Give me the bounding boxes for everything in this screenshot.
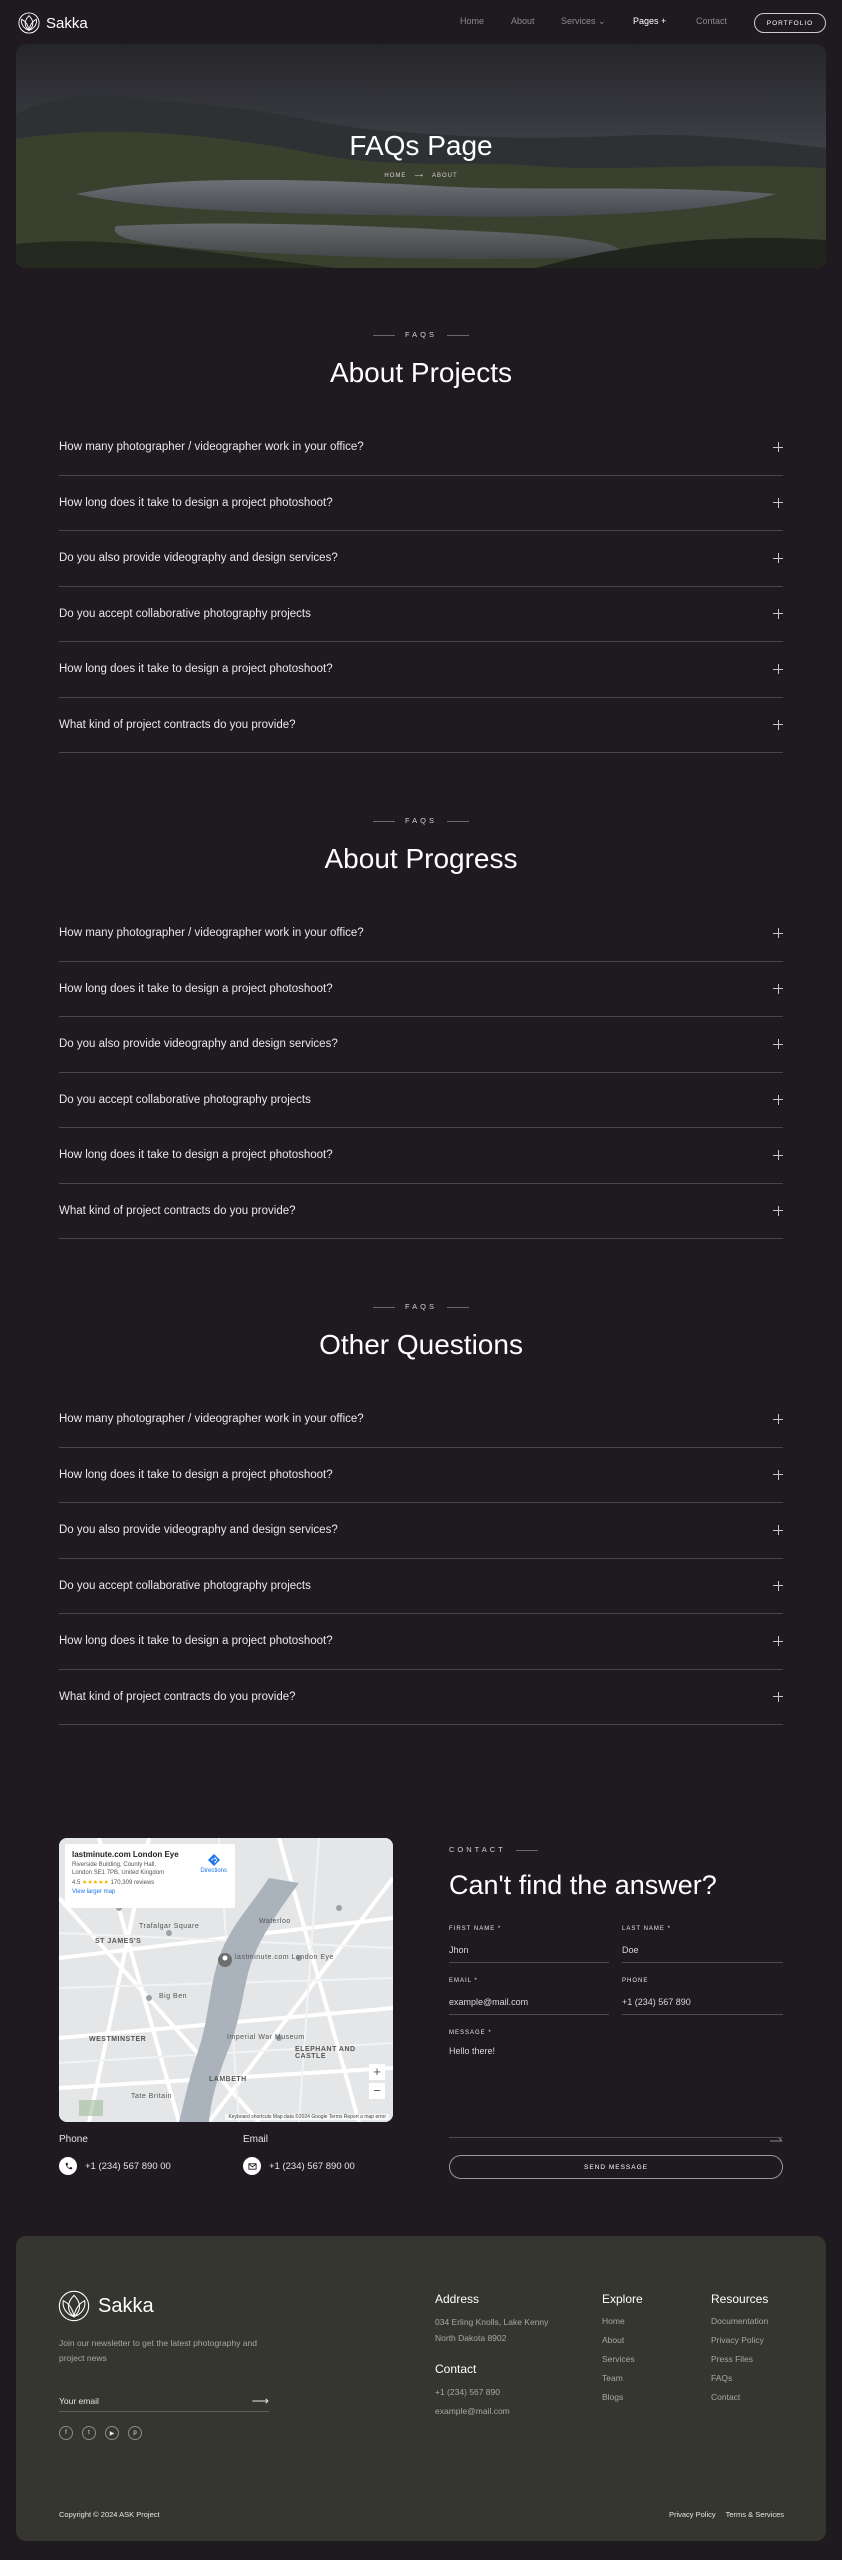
brand-logo[interactable] xyxy=(18,12,88,34)
nav-pages-label: Pages xyxy=(633,16,659,26)
address-heading: Address xyxy=(435,2292,480,2306)
map-label: ELEPHANT AND CASTLE xyxy=(295,2046,356,2060)
newsletter-description: Join our newsletter to get the latest photography and project news xyxy=(59,2338,257,2363)
faq-item[interactable] xyxy=(59,531,783,587)
last-name-field[interactable] xyxy=(622,1937,783,1963)
plus-icon[interactable] xyxy=(773,1150,783,1160)
last-name-label: LAST NAME * xyxy=(622,1926,671,1932)
faq-section-tag xyxy=(0,330,842,339)
chevron-down-icon: ⌄ xyxy=(598,16,606,26)
plus-icon[interactable] xyxy=(773,1206,783,1216)
breadcrumb-current: ABOUT xyxy=(431,173,458,179)
faq-question: What kind of project contracts do you provide? xyxy=(59,718,296,731)
rating-value: 4.5 xyxy=(72,1880,81,1886)
send-message-button[interactable]: SEND MESSAGE xyxy=(449,2155,783,2179)
faq-question: How long does it take to design a project photoshoot? xyxy=(59,982,333,995)
faq-question: What kind of project contracts do you provide? xyxy=(59,1690,296,1703)
phone-value[interactable]: +1 (234) 567 890 00 xyxy=(85,2160,171,2172)
plus-icon[interactable] xyxy=(773,1581,783,1591)
faq-item[interactable] xyxy=(59,906,783,962)
faq-item[interactable] xyxy=(59,476,783,532)
plus-icon[interactable] xyxy=(773,1095,783,1105)
map-label: Big Ben xyxy=(159,1993,188,2000)
faq-question: How many photographer / videographer work in your office? xyxy=(59,1413,364,1426)
footer-phone[interactable]: +1 (234) 567 890 xyxy=(435,2387,500,2397)
newsletter-email-input[interactable] xyxy=(59,2390,269,2412)
faq-question: How long does it take to design a project photoshoot? xyxy=(59,1149,333,1162)
email-row xyxy=(243,2157,355,2175)
first-name-label: FIRST NAME * xyxy=(449,1926,502,1932)
pinterest-icon[interactable]: p xyxy=(128,2426,142,2440)
plus-icon[interactable] xyxy=(773,720,783,730)
faq-item[interactable] xyxy=(59,1503,783,1559)
directions-label: Directions xyxy=(200,1868,227,1874)
faq-tag-label: FAQS xyxy=(404,1302,437,1311)
nav-contact[interactable]: Contact xyxy=(696,16,728,26)
newsletter-placeholder: Your email xyxy=(59,2395,99,2406)
email-label: Email xyxy=(243,2134,269,2145)
plus-icon[interactable] xyxy=(773,609,783,619)
map-label: WESTMINSTER xyxy=(89,2036,147,2043)
footer-link-team[interactable]: Team xyxy=(602,2373,623,2383)
footer-link-contact[interactable]: Contact xyxy=(711,2392,741,2402)
map-label: Waterloo xyxy=(259,1918,291,1925)
faq-question: Do you also provide videography and design services? xyxy=(59,552,338,565)
phone-label: Phone xyxy=(59,2134,88,2145)
brand-name: Sakka xyxy=(46,14,88,32)
place-name: lastminute.com London Eye xyxy=(72,1850,179,1859)
faq-question: How long does it take to design a project photoshoot? xyxy=(59,1635,333,1648)
legal-links xyxy=(669,2510,784,2519)
contact-tag xyxy=(449,1845,538,1854)
footer-link-home[interactable]: Home xyxy=(602,2316,625,2326)
footer-link-blogs[interactable]: Blogs xyxy=(602,2392,624,2402)
portfolio-button[interactable]: PORTFOLIO xyxy=(754,13,826,33)
explore-heading: Explore xyxy=(602,2292,643,2306)
resources-links xyxy=(711,2316,768,2411)
faq-section-title: About Progress xyxy=(324,843,518,874)
plus-icon[interactable] xyxy=(773,1692,783,1702)
site-footer xyxy=(16,2236,826,2541)
email-value[interactable]: +1 (234) 567 890 00 xyxy=(269,2160,355,2172)
resources-heading: Resources xyxy=(711,2292,769,2306)
faq-list-progress xyxy=(59,906,783,1239)
map-label: Imperial War Museum xyxy=(227,2034,305,2041)
mail-icon xyxy=(243,2157,261,2175)
faq-list-projects xyxy=(59,420,783,753)
email-field[interactable] xyxy=(449,1989,609,2015)
faq-item[interactable] xyxy=(59,1448,783,1504)
footer-email[interactable]: example@mail.com xyxy=(435,2406,510,2416)
facebook-icon[interactable]: f xyxy=(59,2426,73,2440)
faq-question: How many photographer / videographer work in your office? xyxy=(59,927,364,940)
view-larger-map-link[interactable]: View larger map xyxy=(72,1889,116,1895)
tag-divider xyxy=(447,335,469,336)
breadcrumb-home[interactable]: HOME xyxy=(384,173,407,179)
plus-icon[interactable] xyxy=(773,1525,783,1535)
nav-services-label: Services xyxy=(561,16,596,26)
tag-divider xyxy=(447,821,469,822)
faq-question: How many photographer / videographer work in your office? xyxy=(59,441,364,454)
map-label: lastminute.com London Eye xyxy=(235,1954,334,1961)
plus-icon[interactable] xyxy=(773,928,783,938)
nav-pages[interactable] xyxy=(633,16,666,26)
faq-item[interactable] xyxy=(59,1670,783,1726)
message-label: MESSAGE * xyxy=(449,2030,492,2036)
tag-divider xyxy=(516,1850,538,1851)
plus-icon[interactable] xyxy=(773,1636,783,1646)
plus-icon[interactable] xyxy=(773,1414,783,1424)
faq-item[interactable] xyxy=(59,587,783,643)
map-label: Tate Britain xyxy=(131,2093,173,2100)
faq-item[interactable] xyxy=(59,1128,783,1184)
resize-handle-icon[interactable] xyxy=(770,2134,783,2142)
faq-question: How long does it take to design a project photoshoot? xyxy=(59,663,333,676)
faq-item[interactable] xyxy=(59,1614,783,1670)
copyright-text: Copyright © 2024 ASK Project xyxy=(59,2510,160,2519)
faq-item[interactable] xyxy=(59,1392,783,1448)
faq-item[interactable] xyxy=(59,1184,783,1240)
map-label: ST JAMES'S xyxy=(95,1938,142,1945)
plus-icon[interactable] xyxy=(773,498,783,508)
address-line: 034 Erling Knolls, Lake Kenny xyxy=(435,2317,549,2327)
footer-link-privacy[interactable]: Privacy Policy xyxy=(711,2335,764,2345)
faq-tag-label: FAQS xyxy=(404,330,437,339)
footer-link-press[interactable]: Press Files xyxy=(711,2354,754,2364)
footer-link-about[interactable]: About xyxy=(602,2335,625,2345)
zoom-in-button[interactable]: + xyxy=(369,2064,385,2080)
contact-tag-label: CONTACT xyxy=(449,1845,506,1854)
plus-icon[interactable] xyxy=(773,1470,783,1480)
tag-divider xyxy=(447,1307,469,1308)
map-label: Trafalgar Square xyxy=(139,1923,200,1930)
hero-banner xyxy=(16,44,826,268)
faq-item[interactable] xyxy=(59,642,783,698)
plus-icon[interactable] xyxy=(773,442,783,452)
footer-brand-logo[interactable] xyxy=(58,2290,154,2322)
faq-question: What kind of project contracts do you provide? xyxy=(59,1204,296,1217)
email-field-label: EMAIL * xyxy=(449,1978,478,1984)
map-attribution[interactable]: Keyboard shortcuts Map data ©2024 Google Terms Report a map error xyxy=(225,2114,389,2120)
faq-section-tag xyxy=(0,1302,842,1311)
arrow-right-icon: ⟶ xyxy=(414,173,424,179)
map-label: LAMBETH xyxy=(209,2076,247,2083)
faq-item[interactable] xyxy=(59,1073,783,1129)
faq-section-title: About Projects xyxy=(329,357,513,388)
nav-services[interactable] xyxy=(561,16,606,27)
contact-heading: Contact xyxy=(435,2362,477,2376)
arrow-right-icon[interactable]: ⟶ xyxy=(251,2394,269,2408)
faq-item[interactable] xyxy=(59,1559,783,1615)
phone-icon xyxy=(59,2157,77,2175)
phone-field[interactable] xyxy=(622,1989,783,2015)
breadcrumb xyxy=(16,172,826,179)
faq-question: Do you accept collaborative photography projects xyxy=(59,1579,311,1592)
tag-divider xyxy=(373,335,395,336)
faq-tag-label: FAQS xyxy=(404,816,437,825)
footer-link-documentation[interactable]: Documentation xyxy=(711,2316,769,2326)
contact-title: Can't find the answer? xyxy=(449,1870,717,1900)
directions-icon xyxy=(208,1854,220,1866)
plus-icon[interactable] xyxy=(773,664,783,674)
zoom-out-button[interactable]: − xyxy=(369,2083,385,2099)
embedded-map[interactable] xyxy=(59,1838,393,2122)
terms-link[interactable]: Terms & Services xyxy=(725,2510,784,2519)
tag-divider xyxy=(373,1307,395,1308)
faq-question: How long does it take to design a project photoshoot? xyxy=(59,496,333,509)
youtube-icon[interactable]: ▶ xyxy=(105,2426,119,2440)
first-name-field[interactable] xyxy=(449,1937,609,1963)
footer-brand-name: Sakka xyxy=(98,2294,154,2317)
faq-question: Do you accept collaborative photography projects xyxy=(59,607,311,620)
faq-question: Do you also provide videography and design services? xyxy=(59,1524,338,1537)
place-rating xyxy=(72,1879,228,1886)
faq-item[interactable] xyxy=(59,420,783,476)
plus-icon: + xyxy=(661,16,667,26)
address-line: London SE1 7PB, United Kingdom xyxy=(72,1870,165,1876)
map-place-card xyxy=(65,1844,235,1908)
faq-list-other xyxy=(59,1392,783,1725)
contact-text xyxy=(435,2384,510,2419)
plus-icon[interactable] xyxy=(773,553,783,563)
plus-icon[interactable] xyxy=(773,984,783,994)
directions-link[interactable] xyxy=(200,1854,227,1874)
leaf-logo-icon xyxy=(58,2290,90,2322)
review-count[interactable]: 170,309 reviews xyxy=(110,1880,155,1886)
faq-item[interactable] xyxy=(59,962,783,1018)
site-header xyxy=(0,0,842,46)
social-links xyxy=(59,2426,142,2440)
faq-item[interactable] xyxy=(59,1017,783,1073)
phone-row xyxy=(59,2157,171,2175)
address-line: North Dakota 8902 xyxy=(435,2333,507,2343)
faq-section-tag xyxy=(0,816,842,825)
twitter-icon[interactable]: t xyxy=(82,2426,96,2440)
address-line: Riverside Building, County Hall, xyxy=(72,1862,157,1868)
footer-link-faqs[interactable]: FAQs xyxy=(711,2373,733,2383)
faq-item[interactable] xyxy=(59,698,783,754)
nav-home[interactable]: Home xyxy=(460,16,485,26)
privacy-policy-link[interactable]: Privacy Policy xyxy=(668,2510,716,2519)
faq-question: Do you accept collaborative photography projects xyxy=(59,1093,311,1106)
faq-question: Do you also provide videography and design services? xyxy=(59,1038,338,1051)
leaf-logo-icon xyxy=(18,12,40,34)
address-text xyxy=(435,2314,548,2346)
plus-icon[interactable] xyxy=(773,1039,783,1049)
nav-about[interactable]: About xyxy=(511,16,535,26)
explore-links xyxy=(602,2316,635,2411)
star-icon: ★★★★★ xyxy=(82,1880,109,1886)
tag-divider xyxy=(373,821,395,822)
phone-field-label: PHONE xyxy=(622,1978,649,1984)
faq-section-title: Other Questions xyxy=(319,1329,523,1360)
message-field[interactable] xyxy=(449,2046,783,2138)
page-title: FAQs Page xyxy=(349,130,493,161)
faq-question: How long does it take to design a project photoshoot? xyxy=(59,1468,333,1481)
footer-link-services[interactable]: Services xyxy=(602,2354,635,2364)
